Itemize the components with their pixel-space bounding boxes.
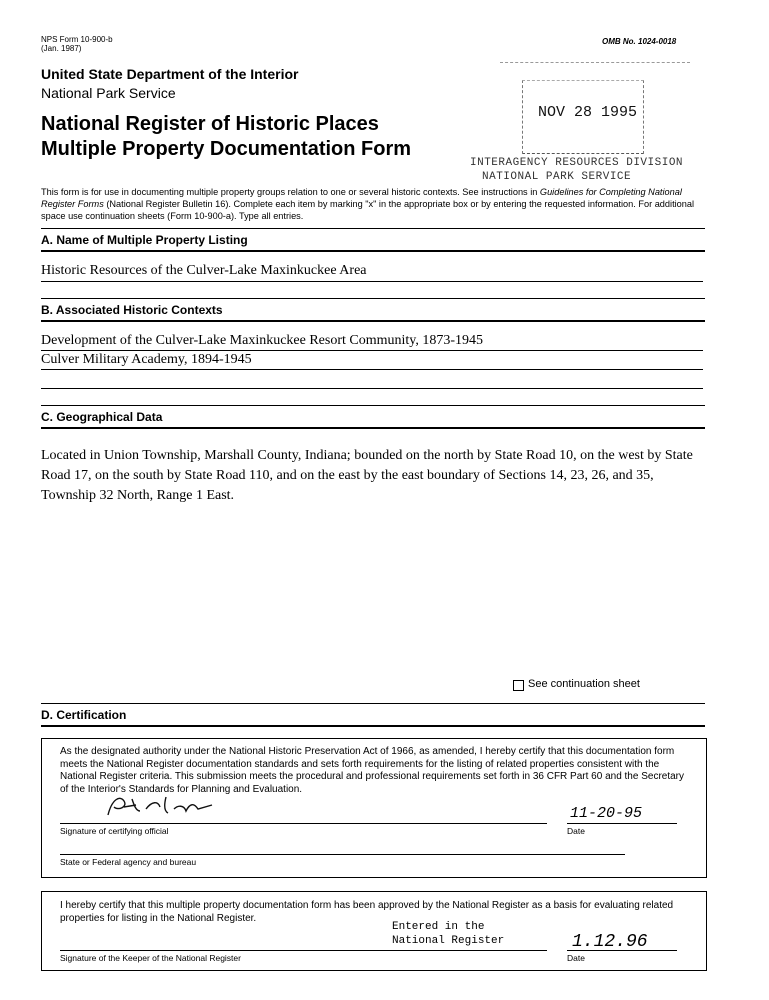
signature-certifying-official: [102, 791, 242, 821]
signature-line: [60, 823, 547, 824]
date-line: [567, 823, 677, 824]
page-subtitle: Multiple Property Documentation Form: [41, 138, 412, 160]
divider: [41, 703, 705, 704]
service-name: National Park Service: [41, 85, 176, 101]
instructions-text-2: (National Register Bulletin 16). Complete each item by marking "x" in the appropriate box or by entering the requested information. For additional space use continuation sheets (Form 10-900-a). Type all entries.: [41, 199, 695, 221]
agency-line: [60, 854, 625, 855]
section-b-heading: B. Associated Historic Contexts: [41, 303, 223, 317]
keeper-date-label: Date: [567, 953, 585, 963]
context-2: Culver Military Academy, 1894-1945: [41, 352, 252, 367]
divider: [41, 725, 705, 727]
fill-line: [41, 388, 703, 389]
instructions-text-1: This form is for use in documenting multiple property groups relation to one or several historic contexts. See instructions in: [41, 187, 540, 197]
fill-line: [41, 281, 703, 282]
section-a-heading: A. Name of Multiple Property Listing: [41, 233, 248, 247]
divider: [41, 320, 705, 322]
entered-line-2: National Register: [392, 935, 505, 947]
context-1: Development of the Culver-Lake Maxinkuckee Resort Community, 1873-1945: [41, 333, 484, 348]
divider: [41, 405, 705, 406]
divider: [41, 228, 705, 229]
section-d-heading: D. Certification: [41, 708, 127, 722]
agency-label: State or Federal agency and bureau: [60, 857, 197, 867]
keeper-date-line: [567, 950, 677, 951]
form-number: NPS Form 10-900-b: [41, 35, 113, 44]
keeper-text: I hereby certify that this multiple property documentation form has been approved by the National Register as a basis for evaluating related properties for listing in the National Register.: [60, 900, 674, 924]
omb-number: OMB No. 1024-0018: [602, 37, 677, 46]
date-label: Date: [567, 826, 585, 836]
section-c-heading: C. Geographical Data: [41, 410, 163, 424]
page-title: National Register of Historic Places: [41, 113, 379, 135]
multiple-property-name: Historic Resources of the Culver-Lake Maxinkuckee Area: [41, 263, 367, 278]
certification-text: As the designated authority under the National Historic Preservation Act of 1966, as amended, I hereby certify that this documentation form meets the National Register documentation standards and sets forth requirements for the listing of related properties consistent with the National Register criteria. This submission meets the procedural and professional requirements set forth in 36 CFR Part 60 and the Secretary of the Interior's Standards for Planning and Evaluation.: [60, 746, 685, 795]
divider: [41, 298, 705, 299]
stamp-date: NOV 28 1995: [538, 104, 638, 121]
divider: [41, 427, 705, 429]
continuation-label: See continuation sheet: [528, 678, 640, 690]
instructions-guidelines: Guidelines for Completing National Register Forms: [41, 187, 682, 209]
fill-line: [41, 350, 703, 351]
department-name: United State Department of the Interior: [41, 66, 299, 82]
fill-line: [41, 369, 703, 370]
geographical-data: Located in Union Township, Marshall County, Indiana; bounded on the north by State Road 10, on the west by State Road 17, on the south by State Road 110, and on the east by the east boundary of Sections 14, 23, 26, and 35, Township 32 North, Range 1 East.: [41, 448, 693, 503]
divider: [41, 250, 705, 252]
keeper-signature-label: Signature of the Keeper of the National Register: [60, 953, 241, 963]
signature-label: Signature of certifying official: [60, 826, 169, 836]
keeper-box: [41, 891, 707, 971]
stamp-division: INTERAGENCY RESOURCES DIVISION: [470, 157, 684, 169]
keeper-date: 1.12.96: [572, 932, 648, 952]
entered-line-1: Entered in the: [392, 921, 485, 933]
continuation-checkbox[interactable]: [513, 680, 524, 691]
certification-date: 11-20-95: [570, 805, 643, 822]
form-date: (Jan. 1987): [41, 44, 82, 53]
keeper-signature-line: [60, 950, 547, 951]
entered-stamp: [392, 920, 504, 948]
stamp-service: NATIONAL PARK SERVICE: [482, 171, 632, 183]
certification-box: [41, 738, 707, 878]
stamp-received-faded: [500, 48, 690, 63]
instructions: [41, 186, 697, 222]
